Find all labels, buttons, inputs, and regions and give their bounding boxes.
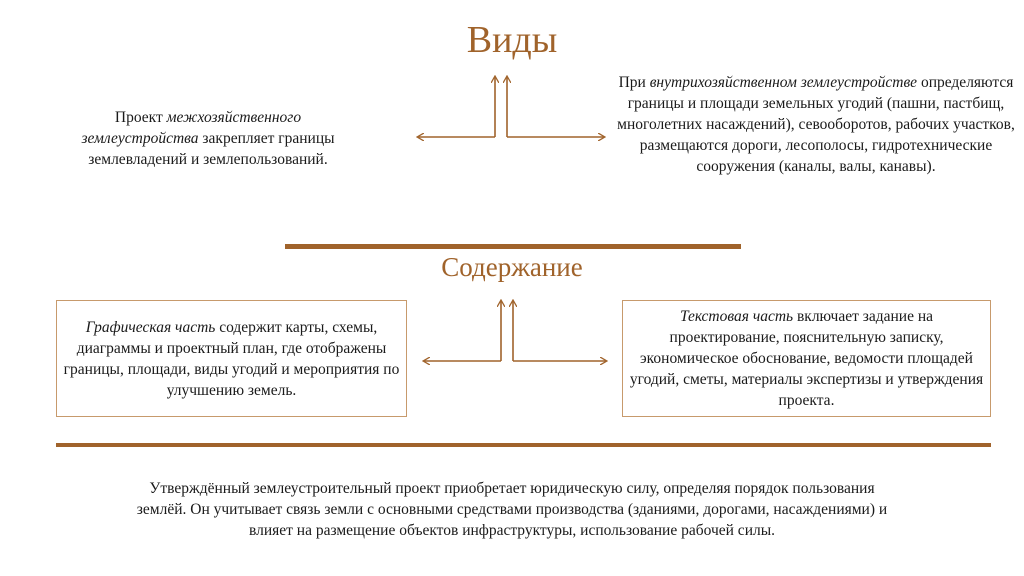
summary-text: Утверждённый землеустроительный проект приобретает юридическую силу, определяя порядок пользования землёй. Он учитывает связь земли с основными средствами производства (зданиями, дорогами, насаждениями) и влияет на размещение объектов инфраструктуры, использование рабочей силы. bbox=[136, 480, 888, 539]
text-italic-term: внутрихозяйственном землеустройстве bbox=[649, 74, 918, 91]
text-suffix: определяются границы и площади земельных угодий (пашни, пастбищ, многолетних насаждений), севооборотов, рабочих участков, размещаются дороги, лесополосы, гидротехнические сооружения (каналы, валы, канавы). bbox=[617, 74, 1015, 175]
divider-bottom bbox=[56, 443, 991, 447]
text-part-text bbox=[629, 306, 984, 411]
text-suffix: закрепляет границы землевладений и землепользований. bbox=[88, 130, 335, 168]
text-suffix: включает задание на проектирование, пояснительную записку, экономическое обоснование, ведомости площадей угодий, сметы, материалы экспертизы и утверждения проекта. bbox=[629, 308, 984, 409]
text-prefix: При bbox=[618, 74, 650, 91]
text-suffix: содержит карты, схемы, диаграммы и проектный план, где отображены границы, площади, виды угодий и мероприятия по улучшению земель. bbox=[63, 318, 400, 399]
graphic-part-box bbox=[56, 300, 407, 417]
types-title: Виды bbox=[466, 19, 558, 61]
content-title: Содержание bbox=[441, 252, 583, 282]
text-italic-term: Графическая часть bbox=[85, 318, 216, 336]
text-prefix: Проект bbox=[114, 109, 167, 126]
types-intrafarm-text bbox=[608, 72, 1024, 177]
text-italic-term: Текстовая часть bbox=[679, 308, 794, 325]
text-part-box bbox=[622, 300, 991, 417]
graphic-part-text bbox=[63, 317, 400, 401]
text-italic-term: межхозяйственного землеустройства bbox=[81, 109, 302, 147]
types-interfarm-text bbox=[72, 107, 344, 170]
divider-top bbox=[285, 244, 741, 249]
